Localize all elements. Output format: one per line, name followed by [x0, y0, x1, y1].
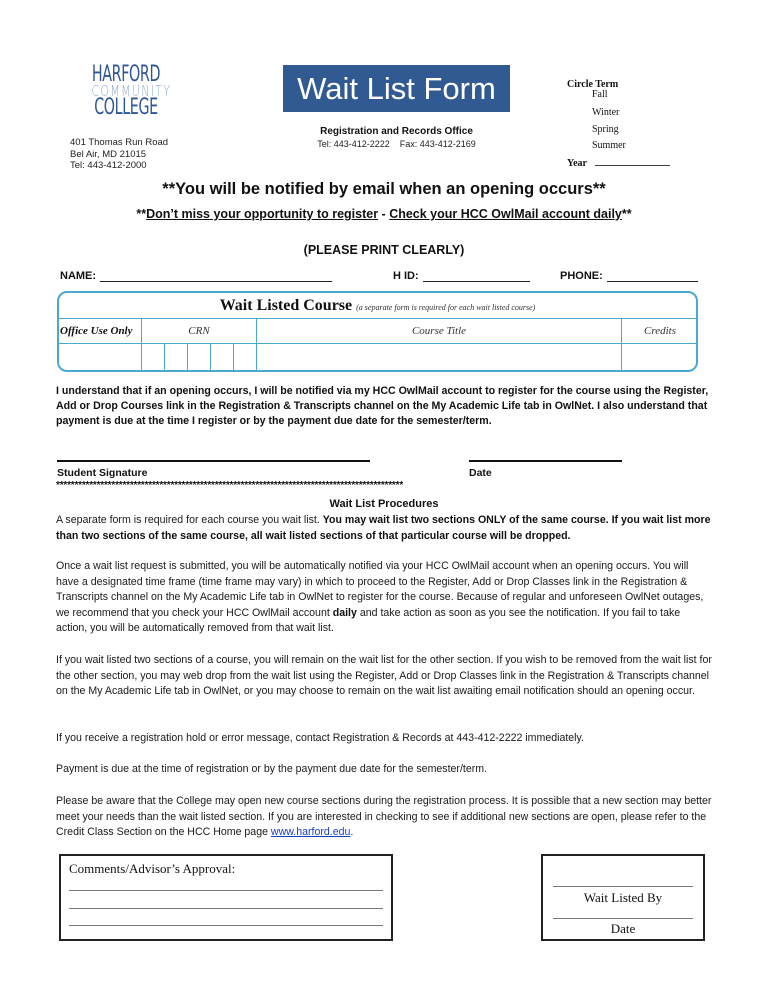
logo-college: COLLEGE [94, 95, 158, 120]
hid-field[interactable] [393, 270, 530, 282]
name-input[interactable] [100, 271, 332, 282]
course-table-title: Wait Listed Course [219, 297, 353, 314]
term-selector [567, 79, 626, 169]
p1-text: A separate form is required for each course you wait list. [56, 514, 323, 526]
page-title: Wait List Form [283, 65, 510, 112]
print-clearly-note: (PLEASE PRINT CLEARLY) [303, 243, 465, 257]
procedures-title: Wait List Procedures [329, 498, 439, 510]
comments-line-1[interactable] [69, 890, 383, 891]
p1-bold-text: You may wait list two sections ONLY of the same course. If you wait list more than two sections of the same course, all wait listed sections of that particular course will be dropped. [56, 514, 711, 542]
course-table-note: (a separate form is required for each wait listed course) [356, 303, 536, 312]
wait-listed-by-box [541, 854, 705, 941]
procedure-paragraph-6 [56, 794, 712, 841]
term-option-winter[interactable]: Winter [592, 107, 620, 118]
course-table-columns [59, 319, 696, 344]
wait-listed-course-table [57, 291, 698, 372]
credits-input[interactable] [622, 344, 698, 372]
p2-text-b: and take action as soon as you see the notification. If you fail to take action, you will be automatically removed from that wait list. [56, 606, 681, 635]
student-signature-label: Student Signature [57, 467, 148, 479]
hid-input[interactable] [423, 271, 530, 282]
reminder-part1: Don’t miss your opportunity to register [146, 207, 379, 221]
logo-harford: HARFORD [91, 62, 161, 87]
col-crn: CRN [188, 325, 210, 337]
col-office-use-only: Office Use Only [60, 325, 133, 337]
office-contact: Tel: 443-412-2222 Fax: 443-412-2169 [317, 139, 476, 149]
acknowledgement-statement: I understand that if an opening occurs, I will be notified via my HCC OwlMail account to register for the course using the Register, Add or Drop Courses link in the Registration & Transcripts channel on the My Academic Life tab in OwlNet. I also understand that payment is due at the time I register or by the payment due date for the semester/term. [56, 385, 709, 427]
address-street: 401 Thomas Run Road [70, 137, 169, 148]
college-address [70, 137, 168, 172]
procedure-paragraph-2 [56, 559, 712, 637]
crn-digit-box-2[interactable] [165, 344, 187, 372]
reminder-part2: Check your HCC OwlMail account daily [389, 207, 622, 221]
crn-digit-box-1[interactable] [142, 344, 164, 372]
course-table-header [59, 293, 696, 319]
address-phone: Tel: 443-412-2000 [70, 160, 147, 171]
crn-digit-box-4[interactable] [211, 344, 233, 372]
owlmail-reminder [0, 207, 768, 221]
term-option-summer[interactable]: Summer [592, 140, 626, 151]
logo-community: COMMUNITY [91, 82, 172, 100]
reminder-suffix: ** [621, 207, 632, 221]
student-signature-line[interactable] [57, 460, 370, 462]
reminder-prefix: ** [136, 207, 147, 221]
year-field[interactable] [567, 158, 670, 169]
phone-label: PHONE: [560, 270, 603, 282]
signature-date-line[interactable] [469, 460, 622, 462]
term-option-fall[interactable]: Fall [592, 89, 608, 100]
crn-digit-box-5[interactable] [234, 344, 256, 372]
term-option-spring[interactable]: Spring [592, 124, 619, 135]
office-info [283, 125, 510, 150]
p6-text-b: . [350, 826, 354, 839]
college-logo [78, 64, 174, 132]
email-notice: **You will be notified by email when an opening occurs** [162, 180, 606, 198]
term-heading: Circle Term [567, 79, 619, 90]
col-course-title: Course Title [411, 325, 467, 337]
hid-label: H ID: [393, 270, 419, 282]
staff-date-label: Date [610, 921, 636, 936]
comments-advisor-approval-box [59, 854, 393, 941]
wait-listed-by-label: Wait Listed By [583, 890, 663, 905]
office-use-cell [59, 344, 141, 372]
student-info-fields [60, 270, 700, 286]
procedure-paragraph-3: If you wait listed two sections of a course, you will remain on the wait list for the other section. If you wish to be removed from the wait list for the other section, you may web drop from the wait list using the Register, Add or Drop Classes link in the Registration & Transcripts channel on the My Academic Life tab in OwlNet, or you may choose to remain on the wait list awaiting email notification should an opening occur. [56, 654, 712, 698]
course-title-input[interactable] [257, 344, 621, 372]
p2-text-a: Once a wait list request is submitted, you will be automatically notified via your HCC OwlMail account when an opening occurs. You will have a designated time frame (time frame may vary) in which to proceed to the Register, Add or Drop Classes link in the Registration & Transcripts channel on the My Academic Life tab in OwlNet to register for the course. Because of regular and unforeseen OwlNet outages, we recommend that you check your HCC OwlMail account [56, 560, 704, 619]
p2-bold-text: daily [332, 606, 357, 619]
wait-listed-by-line[interactable] [553, 886, 693, 887]
procedure-paragraph-4: If you receive a registration hold or error message, contact Registration & Records at 443-412-2222 immediately. [56, 732, 584, 744]
procedure-paragraph-5: Payment is due at the time of registration or by the payment due date for the semester/term. [56, 763, 488, 775]
comments-line-2[interactable] [69, 908, 383, 909]
staff-date-line[interactable] [553, 918, 693, 919]
p6-text-a: Please be aware that the College may open new course sections during the registration process. It is possible that a new section may better meet your needs than the wait listed section. If you are interested in checking to see if additional new sections are open, please refer to the Credit Class Section on the HCC Home page [56, 795, 712, 839]
phone-field[interactable] [560, 270, 698, 282]
section-separator: ********************************************************************************************** [56, 480, 404, 491]
name-label: NAME: [60, 270, 97, 282]
signature-date-label: Date [469, 467, 492, 479]
harford-website-link[interactable]: www.harford.edu [270, 826, 351, 839]
crn-digit-box-3[interactable] [188, 344, 210, 372]
address-city: Bel Air, MD 21015 [70, 148, 147, 160]
phone-input[interactable] [607, 271, 698, 282]
year-input-line[interactable] [595, 158, 670, 166]
procedure-paragraph-1 [56, 513, 712, 544]
office-name: Registration and Records Office [320, 126, 473, 137]
comments-line-3[interactable] [69, 925, 383, 926]
col-credits: Credits [644, 325, 676, 337]
reminder-sep: - [378, 207, 390, 221]
comments-label: Comments/Advisor’s Approval: [69, 861, 236, 876]
year-label: Year [567, 158, 587, 169]
name-field[interactable] [60, 270, 332, 282]
